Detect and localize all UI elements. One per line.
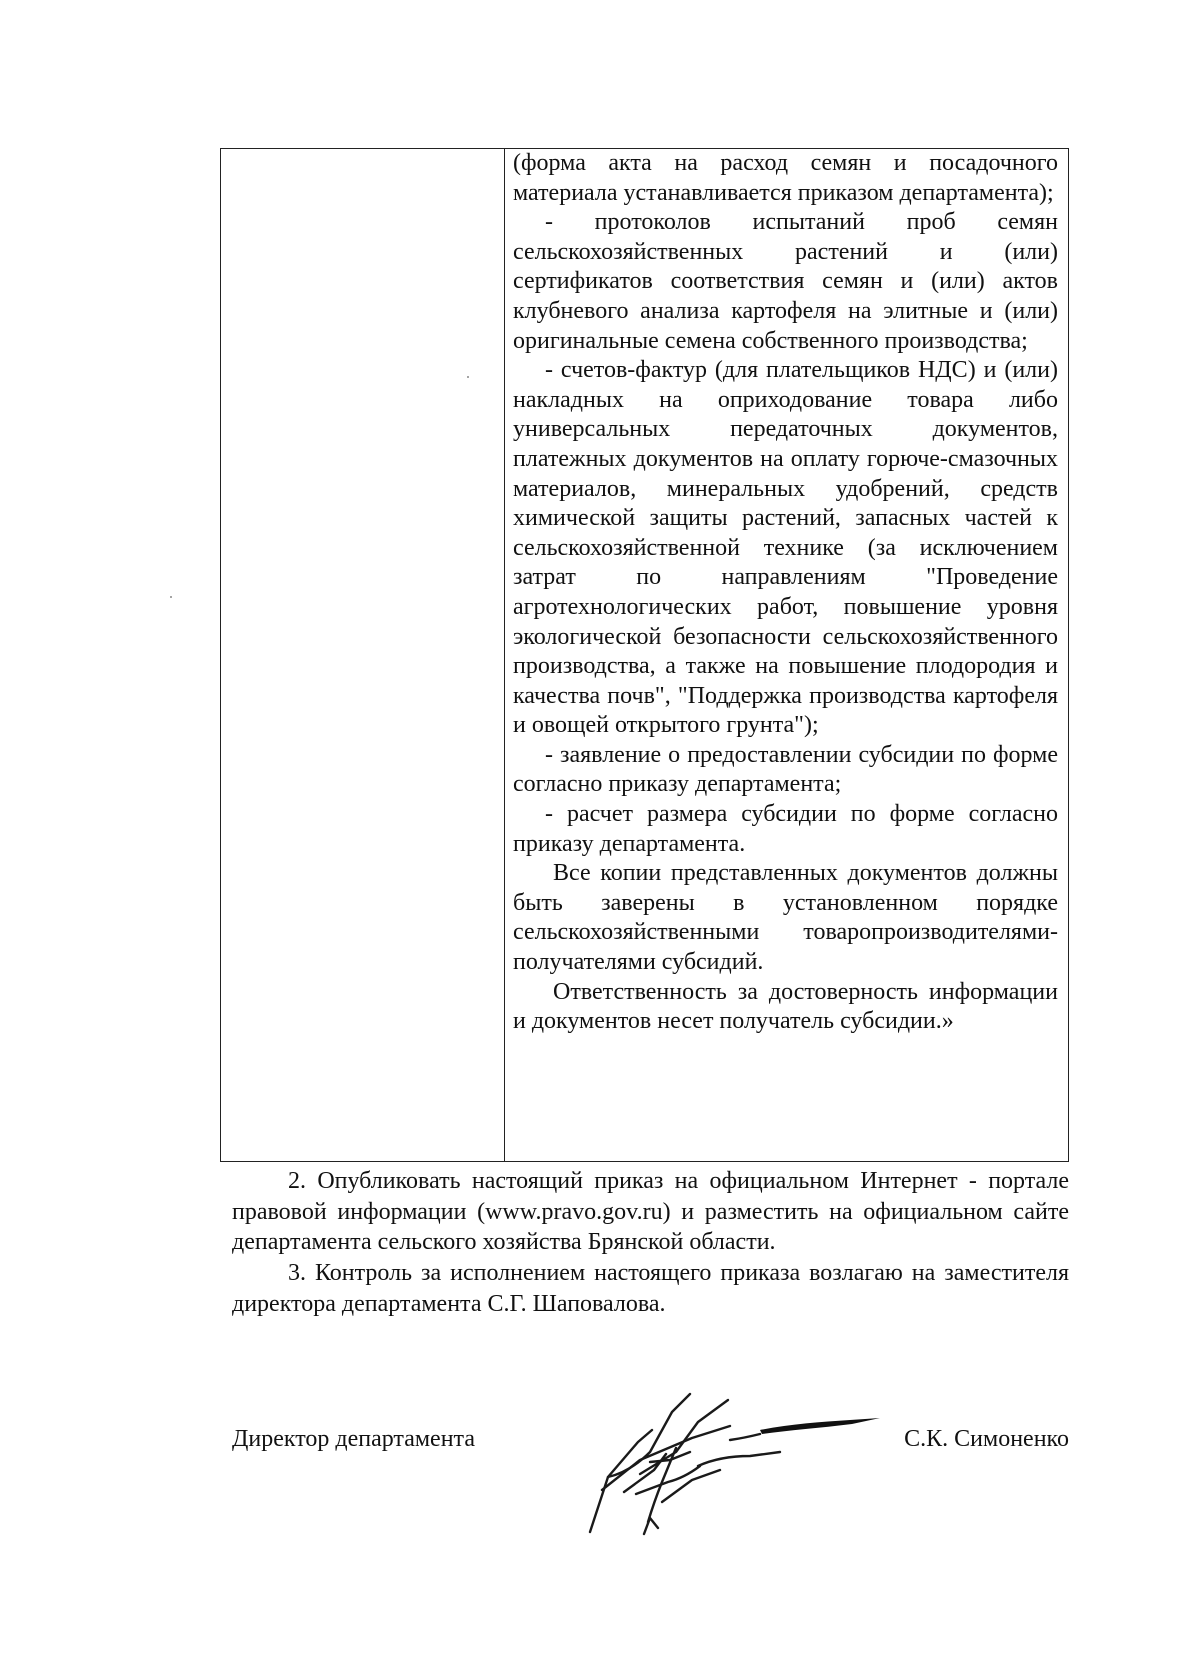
order-item-2-text: 2. Опубликовать настоящий приказ на официальном Интернет - портале правовой информации (www.pravo.gov.ru) и разместить на официальном сайте департамента сельского хозяйства Брянской области. — [232, 1168, 1069, 1255]
table-left-cell — [221, 149, 505, 1161]
order-item-3 — [232, 1258, 1069, 1319]
order-item-2 — [232, 1166, 1069, 1258]
table-paragraph-5: - расчет размера субсидии по форме согласно приказу департамента. — [513, 801, 1058, 857]
table-paragraph-2: - протоколов испытаний проб семян сельскохозяйственных растений и (или) сертификатов соответствия семян и (или) актов клубневого анализа картофеля на элитные и (или) оригинальные семена собственного производства; — [513, 209, 1058, 354]
table-paragraph-1: (форма акта на расход семян и посадочного материала устанавливается приказом департамента); — [513, 150, 1058, 206]
table-paragraph-7: Ответственность за достоверность информации и документов несет получатель субсидии.» — [513, 978, 1058, 1035]
scan-speck — [467, 376, 469, 378]
order-item-3-text: 3. Контроль за исполнением настоящего приказа возлагаю на заместителя директора департамента С.Г. Шаповалова. — [232, 1260, 1069, 1317]
table-paragraph-4: - заявление о предоставлении субсидии по форме согласно приказу департамента; — [513, 741, 1058, 798]
handwritten-signature — [580, 1382, 900, 1542]
continuation-table — [220, 148, 1069, 1162]
signatory-title: Директор департамента — [232, 1426, 475, 1452]
table-paragraph-6: Все копии представленных документов должны быть заверены в установленном порядке сельскохозяйственными товаропроизводителями-получателями субсидий. — [513, 860, 1058, 976]
scan-speck — [170, 596, 172, 598]
table-right-cell — [513, 149, 1058, 1161]
signatory-name: С.К. Симоненко — [904, 1426, 1069, 1452]
table-paragraph-3: - счетов-фактур (для плательщиков НДС) и (или) накладных на оприходование товара либо универсальных передаточных документов, платежных документов на оплату горюче-смазочных материалов, минеральных удобрений, средств химической защиты растений, запасных частей к сельскохозяйственной технике (за исключением затрат по направлениям "Проведение агротехнологических работ, повышение уровня экологической безопасности сельскохозяйственного производства, а также на повышение плодородия и качества почв", "Поддержка производства картофеля и овощей открытого грунта"); — [513, 357, 1058, 739]
